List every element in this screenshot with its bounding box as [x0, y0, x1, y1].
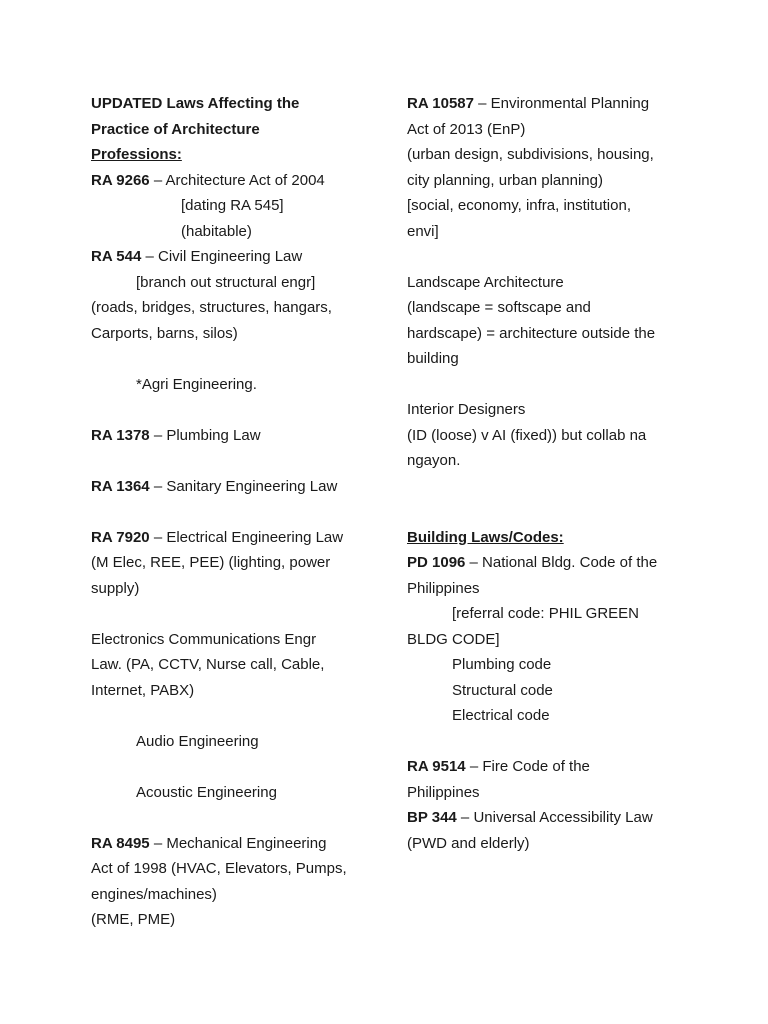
law-title: – Plumbing Law: [149, 426, 261, 444]
electrical-code: Electrical code: [452, 707, 550, 724]
law-title: – Universal Accessibility Law: [456, 809, 653, 826]
structural-code: Structural code: [452, 681, 553, 699]
pd1096-line-2: Philippines: [407, 579, 480, 597]
ra7920-line-1: (M Elec, REE, PEE) (lighting, power: [91, 554, 331, 571]
landscape-line-4: building: [407, 350, 459, 367]
heading-line-2: Practice of Architecture: [91, 120, 260, 138]
landscape-line-1: Landscape Architecture: [407, 273, 564, 291]
electronics-line-2: Law. (PA, CCTV, Nurse call, Cable,: [91, 656, 325, 673]
bp344-line-2: (PWD and elderly): [407, 834, 530, 852]
ra10587-line-3: city planning, urban planning): [407, 171, 603, 189]
ra8495-line-3: (RME, PME): [91, 911, 176, 928]
law-code: RA 544: [91, 248, 142, 265]
pd1096-referral-1: [referral code: PHIL GREEN: [452, 605, 640, 622]
ra1364-entry: [91, 474, 381, 500]
law-code: RA 1364: [91, 477, 150, 495]
pd1096-referral-2: BLDG CODE]: [407, 630, 500, 648]
plumbing-code: Plumbing code: [452, 656, 552, 673]
interior-line-1: Interior Designers: [407, 401, 526, 418]
ra7920-entry: [91, 525, 381, 551]
interior-line-3: ngayon.: [407, 452, 461, 469]
law-title: – Architecture Act of 2004: [149, 171, 325, 189]
law-code: RA 1378: [91, 426, 150, 444]
ra544-entry: [91, 244, 381, 270]
ra10587-line-1: Act of 2013 (EnP): [407, 120, 526, 138]
right-column: [407, 91, 707, 856]
left-column: [91, 91, 381, 933]
ra544-line-2: Carports, barns, silos): [91, 324, 238, 342]
law-code: RA 8495: [91, 834, 150, 852]
law-title: – Electrical Engineering Law: [149, 528, 344, 546]
ra1378-entry: [91, 423, 381, 449]
law-code: BP 344: [407, 809, 457, 826]
ra8495-line-1: Act of 1998 (HVAC, Elevators, Pumps,: [91, 860, 347, 877]
ra10587-entry: [407, 91, 707, 117]
ra10587-line-4: [social, economy, infra, institution,: [407, 197, 631, 214]
bp344-entry: [407, 805, 707, 831]
ra10587-line-5: envi]: [407, 222, 439, 240]
landscape-line-3: hardscape) = architecture outside the: [407, 324, 656, 342]
agri-engineering: *Agri Engineering.: [136, 375, 257, 393]
acoustic-engineering: Acoustic Engineering: [136, 783, 277, 801]
ra9266-entry: [91, 168, 381, 194]
law-title: – National Bldg. Code of the: [465, 554, 658, 571]
ra544-line-1: (roads, bridges, structures, hangars,: [91, 299, 332, 316]
ra9514-entry: [407, 754, 707, 780]
law-code: RA 9266: [91, 171, 150, 189]
law-code: PD 1096: [407, 554, 466, 571]
law-code: RA 7920: [91, 528, 150, 546]
law-code: RA 10587: [407, 95, 474, 112]
law-code: RA 9514: [407, 758, 466, 775]
law-title: – Mechanical Engineering: [149, 834, 327, 852]
interior-line-2: (ID (loose) v AI (fixed)) but collab na: [407, 426, 647, 444]
heading-line-1: UPDATED Laws Affecting the: [91, 95, 300, 112]
ra10587-line-2: (urban design, subdivisions, housing,: [407, 146, 654, 163]
ra8495-line-2: engines/machines): [91, 885, 217, 903]
landscape-line-2: (landscape = softscape and: [407, 299, 591, 316]
law-title: – Civil Engineering Law: [141, 248, 303, 265]
ra9514-line-2: Philippines: [407, 783, 480, 801]
ra8495-entry: [91, 831, 381, 857]
electronics-line-1: Electronics Communications Engr: [91, 630, 317, 648]
audio-engineering: Audio Engineering: [136, 732, 259, 750]
electronics-line-3: Internet, PABX): [91, 681, 195, 699]
ra544-note: [branch out structural engr]: [136, 273, 316, 291]
ra7920-line-2: supply): [91, 579, 140, 597]
law-title: – Sanitary Engineering Law: [149, 477, 338, 495]
pd1096-entry: [407, 550, 707, 576]
heading-line-3: Professions:: [91, 146, 182, 163]
law-title: – Environmental Planning: [474, 95, 650, 112]
law-title: – Fire Code of the: [465, 758, 590, 775]
building-laws-heading: Building Laws/Codes:: [407, 528, 564, 546]
ra9266-note-2: (habitable): [181, 222, 252, 240]
ra9266-note-1: [dating RA 545]: [181, 197, 284, 214]
